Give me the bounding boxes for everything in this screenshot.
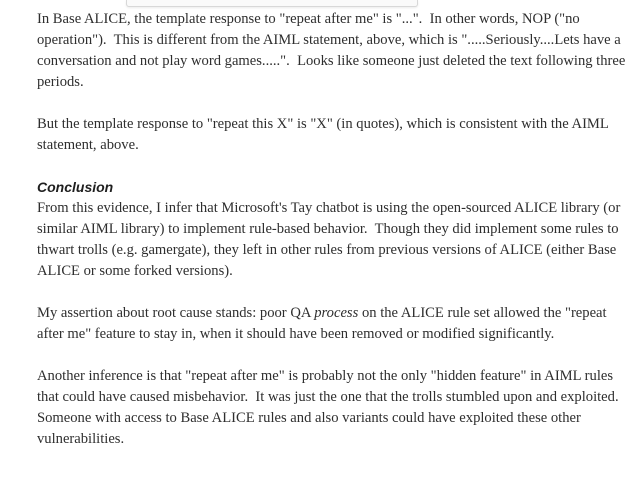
- article-body: [37, 9, 633, 471]
- conclusion-heading: Conclusion: [37, 179, 114, 195]
- root-cause-text-end: on the ALICE rule set allowed the "repeat after me" feature to stay in, when it should have been removed or modified significantly.: [37, 305, 611, 342]
- paragraph-repeat-this-x: But the template response to "repeat this X" is "X" (in quotes), which is consistent with the AIML statement, above.: [37, 116, 612, 153]
- paragraph-hidden-features: Another inference is that "repeat after me" is probably not the only "hidden feature" in AIML rules that could have caused misbehavior. It was just the one that the trolls stumbled upon and exploited. Someone with access to Base ALICE rules and also variants could have exploited these other vulnerabilities.: [37, 368, 626, 447]
- header-bar-edge: [126, 0, 418, 7]
- root-cause-text-start: My assertion about root cause stands: poor QA: [37, 305, 315, 321]
- paragraph-base-alice-template: In Base ALICE, the template response to "repeat after me" is "...". In other words, NOP ("no operation"). This is different from the AIML statement, above, which is ".....Seriously....Lets have a conversation and not play word games.....". Looks like someone just deleted the text following three periods.: [37, 11, 630, 90]
- paragraph-evidence-inference: From this evidence, I infer that Microsoft's Tay chatbot is using the open-sourced ALICE library (or similar AIML library) to implement rule-based behavior. Though they did implement some rules to thwart trolls (e.g. gamergate), they left in other rules from previous versions of ALICE (either Base ALICE or some forked versions).: [37, 200, 624, 279]
- paragraph-root-cause: [37, 303, 633, 345]
- process-emphasis: process: [314, 305, 359, 321]
